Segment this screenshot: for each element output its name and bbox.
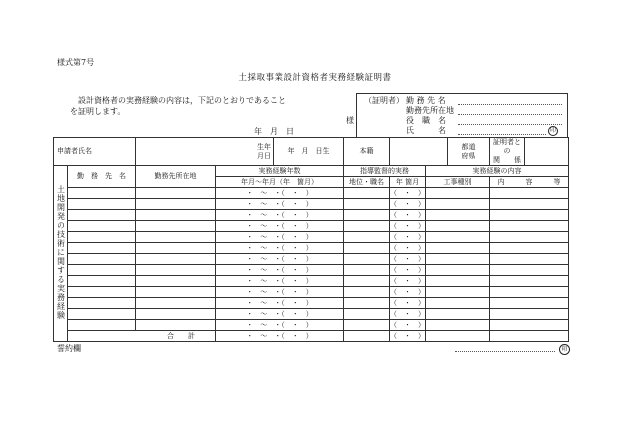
period-cell[interactable]: （ ・ ） [390, 254, 425, 263]
years-cell[interactable]: ・ ～ ・（ ・ ） [216, 320, 344, 331]
work-type-cell[interactable] [426, 320, 490, 331]
years-cell[interactable]: ・ ～ ・（ ・ ） [216, 298, 344, 309]
total-content-cell[interactable] [490, 331, 569, 342]
position-cell[interactable] [344, 254, 390, 265]
applicant-name-label: 申請者氏名 [54, 138, 136, 166]
form-number: 様式第7号 [57, 58, 95, 67]
period-cell[interactable]: （ ・ ） [390, 210, 425, 219]
years-cell[interactable]: ・ ～ ・（ ・ ） [216, 210, 344, 221]
table-row [54, 199, 569, 210]
content-cell[interactable] [490, 309, 569, 320]
content-cell[interactable] [490, 232, 569, 243]
content-cell[interactable] [490, 276, 569, 287]
years-cell[interactable]: ・ ～ ・（ ・ ） [216, 199, 344, 210]
content-cell[interactable] [490, 188, 569, 199]
years-cell[interactable]: ・ ～ ・（ ・ ） [216, 243, 344, 254]
position-cell[interactable] [344, 221, 390, 232]
table-row [54, 254, 569, 265]
table-row [54, 232, 569, 243]
employer-cell[interactable] [68, 298, 136, 309]
period-header: 年 箇月 [390, 177, 426, 188]
employer-cell[interactable] [68, 265, 136, 276]
table-row [54, 309, 569, 320]
location-cell[interactable] [136, 243, 216, 254]
honseki-cell[interactable] [390, 138, 448, 166]
certifier-location-line[interactable] [458, 114, 562, 115]
period-cell[interactable]: （ ・ ） [390, 243, 425, 252]
pledge-signature-line[interactable] [455, 351, 555, 352]
years-cell[interactable]: ・ ～ ・（ ・ ） [216, 287, 344, 298]
content-cell[interactable] [490, 243, 569, 254]
table-row [54, 188, 569, 199]
content-cell[interactable] [490, 320, 569, 331]
position-cell[interactable] [344, 309, 390, 320]
position-cell[interactable] [344, 276, 390, 287]
work-type-cell[interactable] [426, 309, 490, 320]
location-cell[interactable] [136, 199, 216, 210]
content-group-header: 実務経験の内容 [426, 166, 569, 177]
work-type-cell[interactable] [426, 199, 490, 210]
birth-label-1: 生年 [257, 142, 271, 151]
location-header: 勤務先所在地 [136, 166, 216, 188]
certifier-name-line[interactable] [458, 134, 546, 135]
guidance-group-header: 指導監督的実務 [344, 166, 426, 177]
position-cell[interactable] [344, 210, 390, 221]
years-group-header: 実務経験年数 [216, 166, 344, 177]
years-cell[interactable]: ・ ～ ・（ ・ ） [216, 265, 344, 276]
work-type-cell[interactable] [426, 265, 490, 276]
years-cell[interactable]: ・ ～ ・（ ・ ） [216, 276, 344, 287]
table-row [54, 298, 569, 309]
employer-cell[interactable] [68, 199, 136, 210]
work-type-cell[interactable] [426, 298, 490, 309]
years-sub-header: 年月～年月（年 箇月） [216, 177, 344, 188]
intro-text-line1: 設計資格者の実務経験の内容は，下記のとおりであること [78, 96, 286, 105]
total-position-cell[interactable] [344, 331, 390, 342]
period-cell[interactable]: （ ・ ） [390, 265, 425, 274]
employer-cell[interactable] [68, 276, 136, 287]
content-cell[interactable] [490, 199, 569, 210]
certifier-employer-line[interactable] [458, 104, 562, 105]
years-cell[interactable]: ・ ～ ・（ ・ ） [216, 309, 344, 320]
work-type-header: 工事種別 [426, 177, 490, 188]
work-type-cell[interactable] [426, 254, 490, 265]
certifier-employer-label: 勤 務 先 名 [406, 96, 446, 105]
period-cell[interactable]: （ ・ ） [390, 309, 425, 318]
period-cell[interactable]: （ ・ ） [390, 232, 425, 241]
table-row [54, 221, 569, 232]
period-cell[interactable]: （ ・ ） [390, 287, 425, 296]
table-row [54, 265, 569, 276]
location-cell[interactable] [136, 287, 216, 298]
location-cell[interactable] [136, 265, 216, 276]
table-row [54, 210, 569, 221]
position-cell[interactable] [344, 298, 390, 309]
birth-date-cell[interactable]: 年 月 日生 [274, 138, 344, 166]
total-years-cell[interactable]: ・ ～ ・（ ・ ） [216, 331, 344, 342]
employer-cell[interactable] [68, 309, 136, 320]
content-header: 内 容 等 [490, 177, 569, 188]
employer-cell[interactable] [68, 221, 136, 232]
employer-cell[interactable] [68, 243, 136, 254]
location-cell[interactable] [136, 320, 216, 331]
period-cell[interactable]: （ ・ ） [390, 276, 425, 285]
content-cell[interactable] [490, 254, 569, 265]
honseki-label: 本籍 [344, 138, 390, 166]
position-header: 地位・職名 [344, 177, 390, 188]
employer-cell[interactable] [68, 320, 136, 331]
content-cell[interactable] [490, 210, 569, 221]
period-cell[interactable]: （ ・ ） [390, 320, 425, 329]
vertical-category-label [54, 166, 68, 342]
content-cell[interactable] [490, 265, 569, 276]
addressee-suffix: 様 [346, 116, 354, 125]
work-type-cell[interactable] [426, 221, 490, 232]
location-cell[interactable] [136, 188, 216, 199]
content-cell[interactable] [490, 287, 569, 298]
table-row [54, 320, 569, 331]
employer-cell[interactable] [68, 287, 136, 298]
position-cell[interactable] [344, 199, 390, 210]
period-cell[interactable]: （ ・ ） [390, 298, 425, 307]
prefecture-label-1: 都道 [461, 142, 476, 151]
location-cell[interactable] [136, 210, 216, 221]
content-cell[interactable] [490, 298, 569, 309]
years-cell[interactable]: ・ ～ ・（ ・ ） [216, 254, 344, 265]
years-cell[interactable]: ・ ～ ・（ ・ ） [216, 232, 344, 243]
employer-cell[interactable] [68, 232, 136, 243]
work-type-cell[interactable] [426, 210, 490, 221]
certification-date: 年 月 日 [254, 127, 294, 136]
birth-label-2: 月日 [257, 151, 271, 160]
prefecture-label-2: 府県 [461, 151, 476, 160]
position-cell[interactable] [344, 320, 390, 331]
certifier-title-line[interactable] [458, 124, 562, 125]
position-cell[interactable] [344, 265, 390, 276]
employer-header: 勤 務 先 名 [68, 166, 136, 188]
work-type-cell[interactable] [426, 232, 490, 243]
position-cell[interactable] [344, 243, 390, 254]
experience-table [53, 137, 569, 342]
period-cell[interactable]: （ ・ ） [390, 221, 425, 230]
vertical-category-text: 土地開発の技術に関する実務経験 [56, 184, 66, 320]
work-type-cell[interactable] [426, 287, 490, 298]
certifier-seal-icon: 印 [549, 127, 556, 134]
location-cell[interactable] [136, 309, 216, 320]
content-cell[interactable] [490, 221, 569, 232]
certifier-location-label: 勤務先所在地 [406, 106, 454, 115]
position-cell[interactable] [344, 232, 390, 243]
location-cell[interactable] [136, 221, 216, 232]
work-type-cell[interactable] [426, 188, 490, 199]
location-cell[interactable] [136, 232, 216, 243]
birth-label-cell [216, 138, 274, 166]
relation-label-1: 証明者との [493, 138, 521, 155]
total-row [54, 331, 569, 342]
table-row [54, 287, 569, 298]
certifier-label: （証明者） [364, 96, 404, 105]
relation-label-cell [490, 138, 525, 166]
years-cell[interactable]: ・ ～ ・（ ・ ） [216, 188, 344, 199]
table-row [54, 276, 569, 287]
years-cell[interactable]: ・ ～ ・（ ・ ） [216, 221, 344, 232]
location-cell[interactable] [136, 276, 216, 287]
relation-cell[interactable] [525, 138, 569, 166]
certifier-name-label: 氏 名 [406, 126, 446, 135]
employer-cell[interactable] [68, 188, 136, 199]
employer-cell[interactable] [68, 210, 136, 221]
document-title: 土採取事業設計資格者実務経験証明書 [238, 73, 392, 83]
pledge-seal-icon: 印 [559, 344, 570, 355]
pledge-label: 誓約欄 [57, 344, 81, 353]
total-period-cell[interactable]: （ ・ ） [390, 331, 425, 340]
position-cell[interactable] [344, 188, 390, 199]
relation-label-2: 関 係 [493, 156, 521, 164]
location-cell[interactable] [136, 254, 216, 265]
work-type-cell[interactable] [426, 243, 490, 254]
certifier-title-label: 役 職 名 [406, 116, 446, 125]
period-cell[interactable]: （ ・ ） [390, 188, 425, 197]
period-cell[interactable]: （ ・ ） [390, 199, 425, 208]
employer-cell[interactable] [68, 254, 136, 265]
location-cell[interactable] [136, 298, 216, 309]
work-type-cell[interactable] [426, 276, 490, 287]
prefecture-label-cell [448, 138, 490, 166]
intro-text-line2: を証明します。 [70, 107, 126, 116]
total-work-type-cell[interactable] [426, 331, 490, 342]
total-label: 合 計 [68, 331, 216, 342]
position-cell[interactable] [344, 287, 390, 298]
table-row [54, 243, 569, 254]
applicant-name-cell[interactable] [136, 138, 216, 166]
